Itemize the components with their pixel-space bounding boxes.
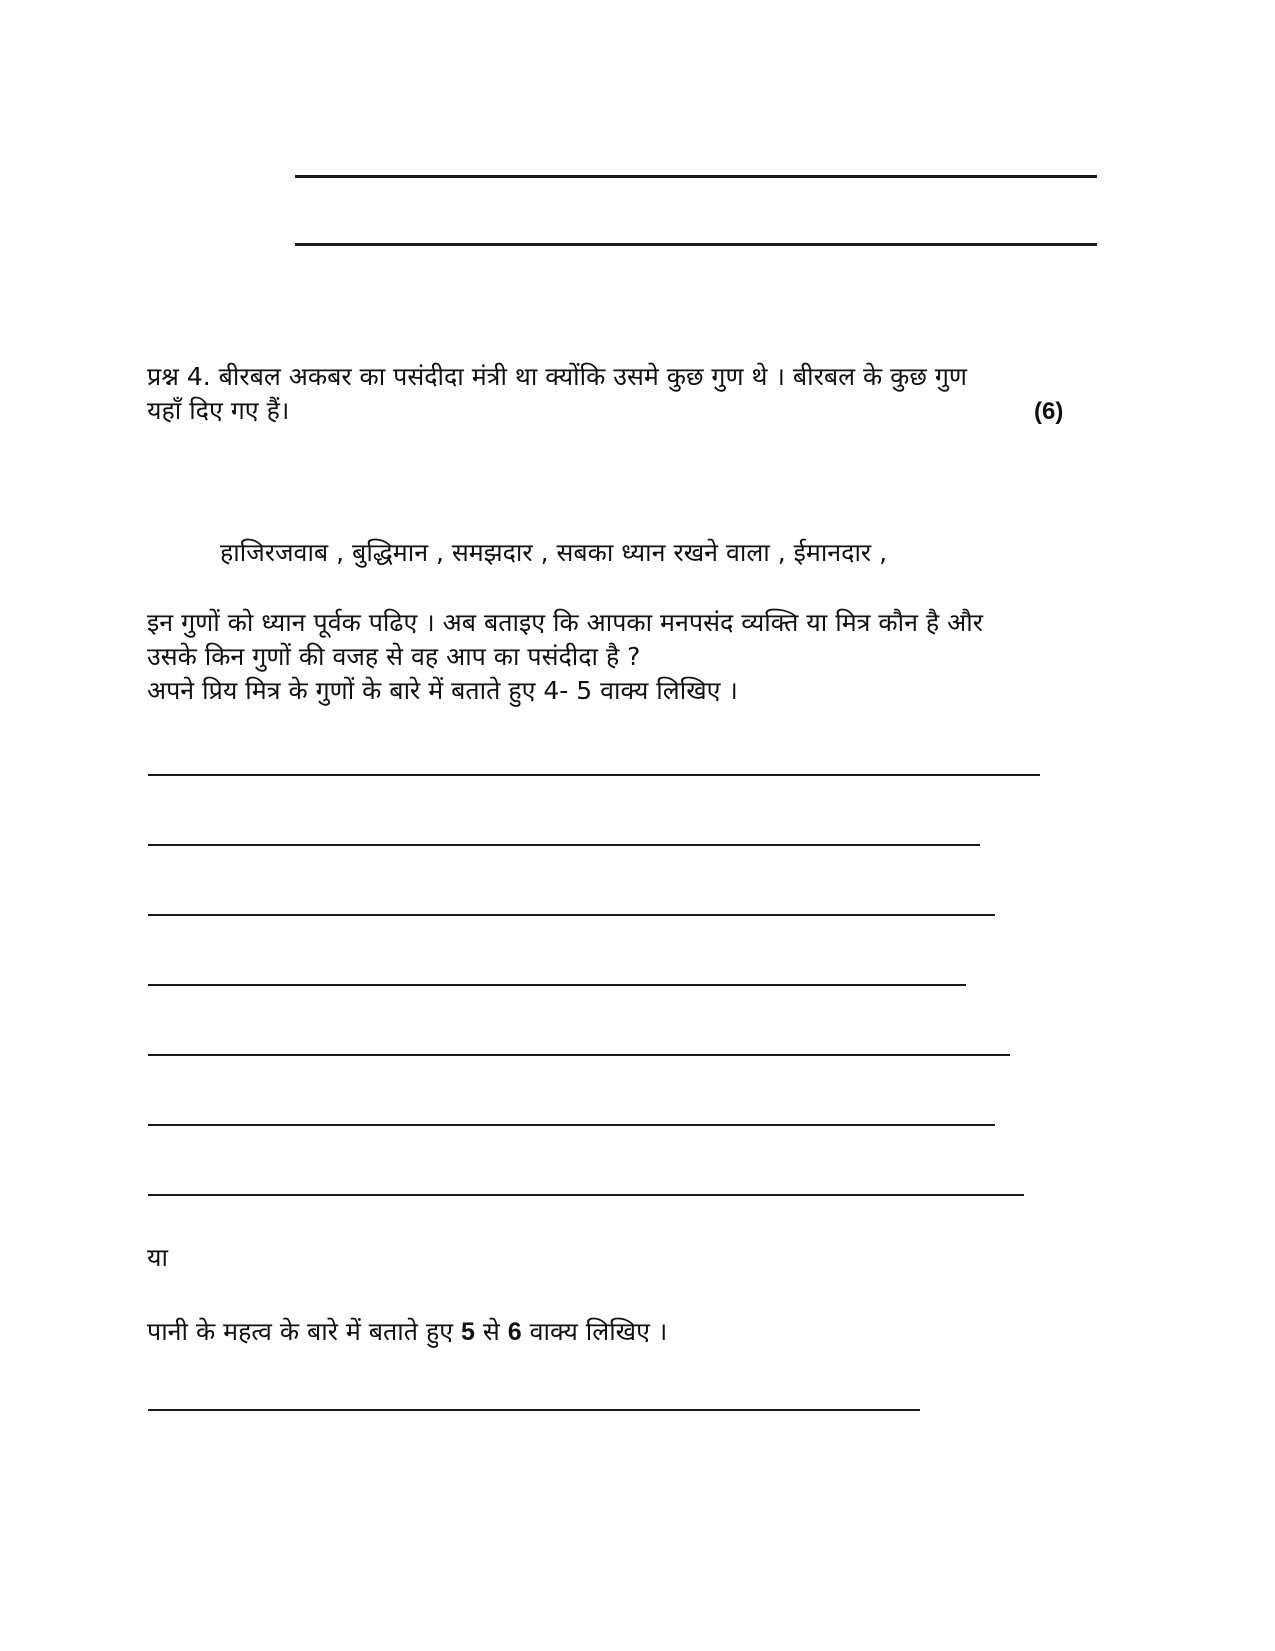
alt-question-part-3: वाक्य लिखिए । [521,1317,668,1346]
answer-line-5 [148,1054,1010,1056]
qualities-list: हाजिरजवाब , बुद्धिमान , समझदार , सबका ध्यान रखने वाला , ईमानदार , [220,538,888,567]
answer-line-alt-1 [148,1409,920,1411]
question-4-line-2: यहाँ दिए गए हैं। [147,396,290,425]
instruction-line-2: उसके किन गुणों की वजह से वह आप का पसंदीदा है ? [147,642,641,671]
question-4-marks: (6) [1034,398,1064,425]
or-label: या [147,1243,168,1272]
alt-question-number-2: 6 [507,1318,522,1346]
answer-line-top-1 [295,175,1097,178]
alt-question [147,1315,667,1349]
answer-line-2 [148,844,980,846]
answer-line-4 [148,984,966,986]
alt-question-number-1: 5 [461,1318,475,1346]
instruction-line-1: इन गुणों को ध्यान पूर्वक पढिए । अब बताइए कि आपका मनपसंद व्यक्ति या मित्र कौन है और [147,608,983,637]
answer-line-3 [148,914,995,916]
answer-line-1 [148,774,1040,776]
answer-line-top-2 [295,243,1097,246]
alt-question-part-1: पानी के महत्व के बारे में बताते हुए [147,1317,462,1346]
answer-line-7 [148,1194,1024,1196]
question-4-line-1: प्रश्न 4. बीरबल अकबर का पसंदीदा मंत्री था क्योंकि उसमे कुछ गुण थे । बीरबल के कुछ गुण [147,362,967,391]
alt-question-part-2: से [474,1317,508,1346]
instruction-line-3: अपने प्रिय मित्र के गुणों के बारे में बताते हुए 4- 5 वाक्य लिखिए । [147,676,738,705]
answer-line-6 [148,1124,995,1126]
